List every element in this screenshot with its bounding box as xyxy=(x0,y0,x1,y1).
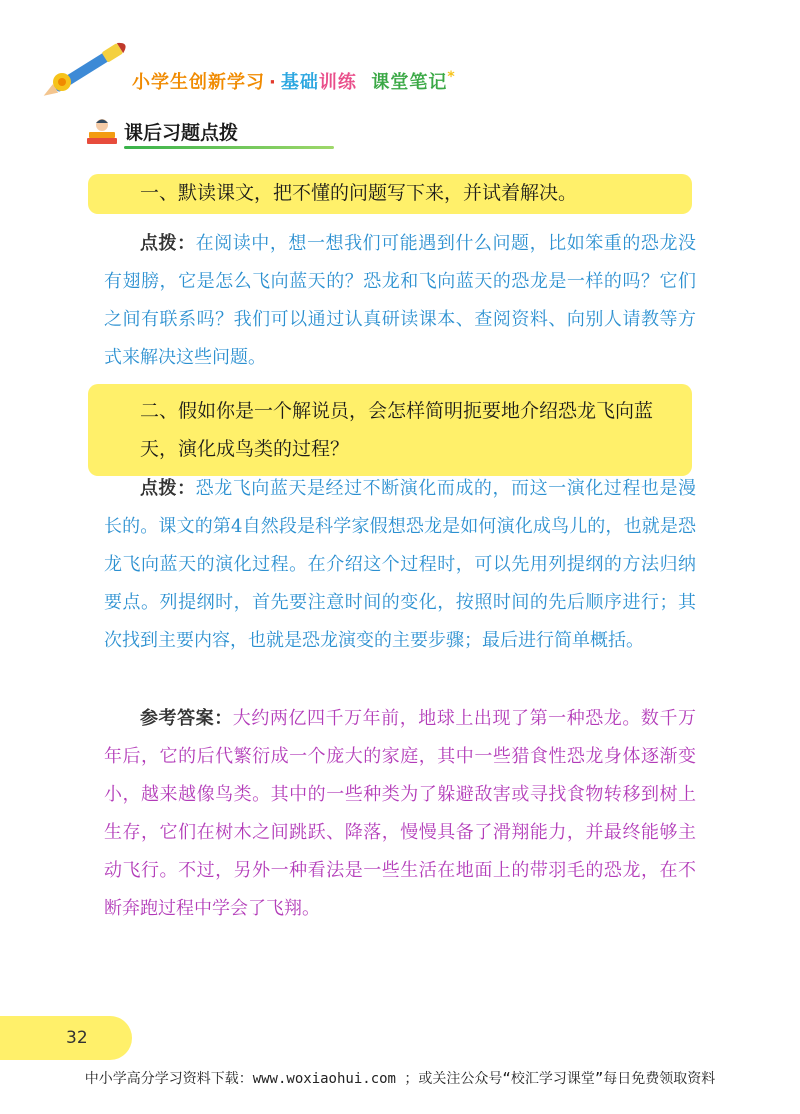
reference-answer xyxy=(104,700,696,928)
series-title-part3: 课堂笔记 xyxy=(371,72,448,93)
series-title-part2a: 基础 xyxy=(280,72,319,93)
hint-2-body: 恐龙飞向蓝天是经过不断演化而成的，而这一演化过程也是漫长的。课文的第4自然段是科学家假想恐龙是如何演化成鸟儿的，也就是恐龙飞向蓝天的演化过程。在介绍这个过程时，可以先用列提纲的方法归纳要点。列提纲时，首先要注意时间的变化，按照时间的先后顺序进行；其次找到主要内容，也就是恐龙演变的主要步骤；最后进行简单概括。 xyxy=(104,478,696,651)
hint-1 xyxy=(104,225,696,377)
series-title-part1: 小学生创新学习 xyxy=(132,72,265,93)
answer-body: 大约两亿四千万年前，地球上出现了第一种恐龙。数千万年后，它的后代繁衍成一个庞大的家庭，其中一些猎食性恐龙身体逐渐变小，越来越像鸟类。其中的一些种类为了躲避敌害或寻找食物转移到树上生存，它们在树木之间跳跃、降落，慢慢具备了滑翔能力，并最终能够主动飞行。不过，另外一种看法是一些生活在地面上的带羽毛的恐龙，在不断奔跑过程中学会了飞翔。 xyxy=(104,708,697,919)
series-title-star: * xyxy=(447,69,456,85)
question-2: 二、假如你是一个解说员，会怎样简明扼要地介绍恐龙飞向蓝天，演化成鸟类的过程？ xyxy=(88,384,692,476)
series-title-dot: · xyxy=(269,72,277,93)
hint-1-body: 在阅读中，想一想我们可能遇到什么问题，比如笨重的恐龙没有翅膀，它是怎么飞向蓝天的？恐龙和飞向蓝天的恐龙是一样的吗？它们之间有联系吗？我们可以通过认真研读课本、查阅资料、向别人请教等方式来解决这些问题。 xyxy=(104,233,696,368)
question-1: 一、默读课文，把不懂的问题写下来，并试着解决。 xyxy=(88,174,692,214)
pencil-brush-logo-icon xyxy=(40,28,140,100)
hint-2-label: 点拨： xyxy=(140,478,196,499)
books-student-icon xyxy=(84,114,120,150)
section-header xyxy=(84,112,344,152)
hint-1-label: 点拨： xyxy=(140,233,196,254)
answer-label: 参考答案： xyxy=(140,708,233,729)
page-header xyxy=(40,28,760,100)
hint-2 xyxy=(104,470,696,660)
footer-note: 中小学高分学习资料下载：www.woxiaohui.com ；或关注公众号“校汇学习课堂”每日免费领取资料 xyxy=(84,1071,716,1087)
series-title xyxy=(132,68,456,94)
section-underline xyxy=(124,146,334,149)
page-number: 32 xyxy=(66,1028,88,1048)
section-title: 课后习题点拨 xyxy=(124,122,239,144)
series-title-part2b: 训练 xyxy=(318,72,357,93)
